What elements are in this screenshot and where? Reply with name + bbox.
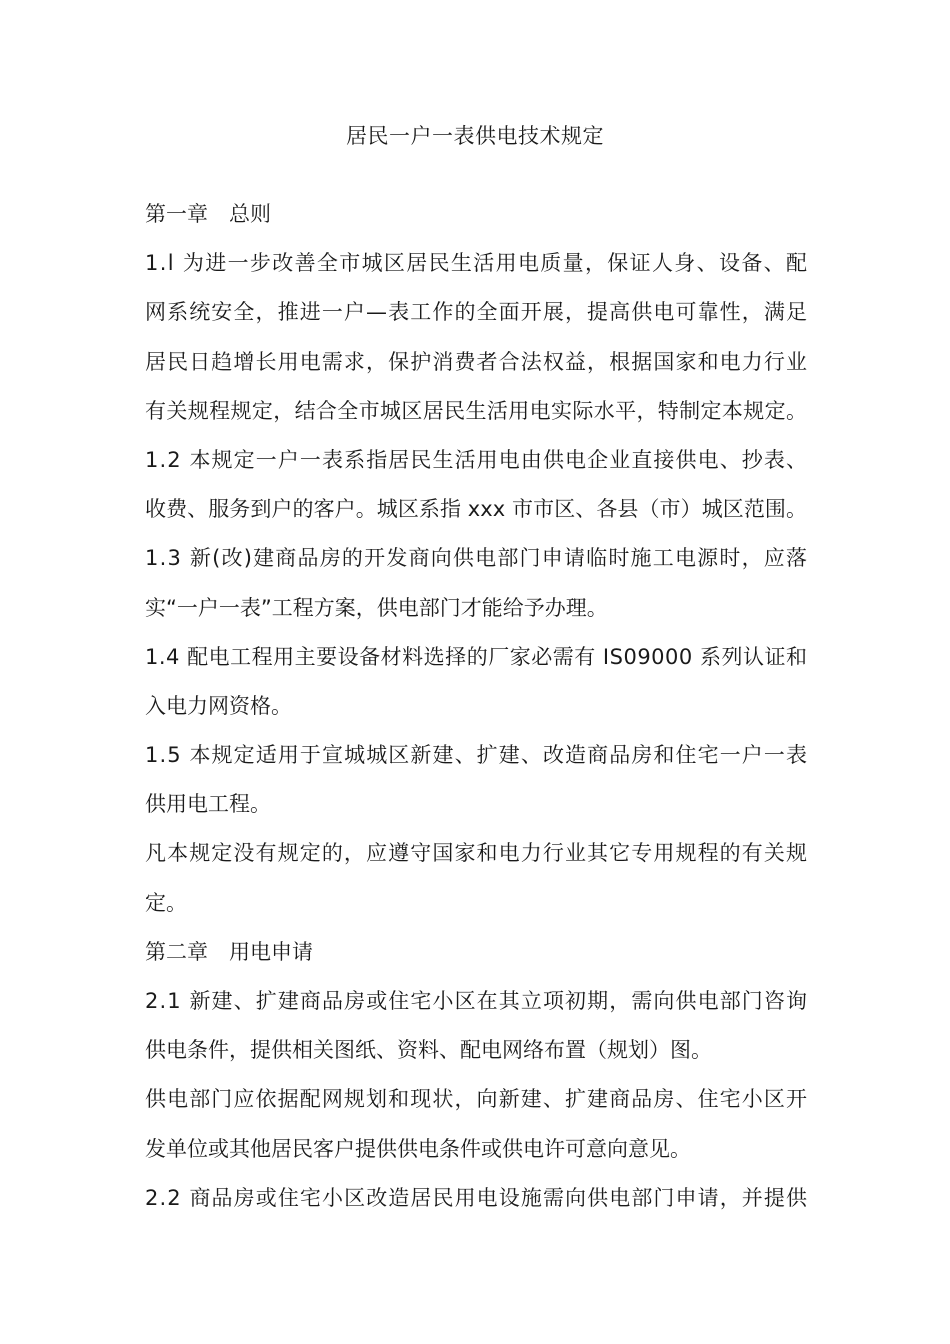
paragraph-line: 2.1 新建、扩建商品房或住宅小区在其立项初期，需向供电部门咨询 [145, 989, 809, 1013]
paragraph-line: 1.2 本规定一户一表系指居民生活用电由供电企业直接供电、抄表、 [145, 447, 809, 472]
chapter-heading-2: 第二章 用电申请 [145, 939, 313, 964]
paragraph-line: 1.4 配电工程用主要设备材料选择的厂家必需有 IS09000 系列认证和 [145, 644, 808, 669]
paragraph-line: 居民日趋增长用电需求，保护消费者合法权益，根据国家和电力行业 [145, 349, 809, 374]
paragraph-line: 网系统安全，推进一户—表工作的全面开展，提高供电可靠性，满足 [145, 300, 809, 325]
paragraph-line: 定。 [145, 890, 187, 915]
paragraph-line: 1.5 本规定适用于宣城城区新建、扩建、改造商品房和住宅一户一表 [145, 743, 809, 768]
paragraph-line: 凡本规定没有规定的，应遵守国家和电力行业其它专用规程的有关规 [145, 841, 809, 866]
paragraph-line: 供电条件，提供相关图纸、资料、配电网络布置（规划）图。 [145, 1038, 712, 1063]
paragraph-line: 供用电工程。 [145, 792, 271, 817]
paragraph-line: 1.3 新(改)建商品房的开发商向供电部门申请临时施工电源时，应落 [145, 546, 809, 571]
paragraph-line: 供电部门应依据配网规划和现状，向新建、扩建商品房、住宅小区开 [145, 1087, 809, 1112]
paragraph-line: 发单位或其他居民客户提供供电条件或供电许可意向意见。 [145, 1136, 691, 1161]
paragraph-line: 2.2 商品房或住宅小区改造居民用电设施需向供电部门申请，并提供 [145, 1185, 809, 1210]
document-body [145, 190, 807, 1223]
paragraph-line: 实“一户一表”工程方案，供电部门才能给予办理。 [145, 595, 608, 620]
paragraph-line: 有关规程规定，结合全市城区居民生活用电实际水平，特制定本规定。 [145, 398, 808, 423]
paragraph-line: 1.l 为进一步改善全市城区居民生活用电质量，保证人身、设备、配 [145, 251, 809, 276]
document-title: 居民一户一表供电技术规定 [346, 124, 604, 148]
paragraph-line: 收费、服务到户的客户。城区系指 xxx 市市区、各县（市）城区范围。 [145, 497, 808, 522]
paragraph-line: 入电力网资格。 [145, 693, 292, 718]
chapter-heading-1: 第一章 总则 [145, 202, 271, 226]
